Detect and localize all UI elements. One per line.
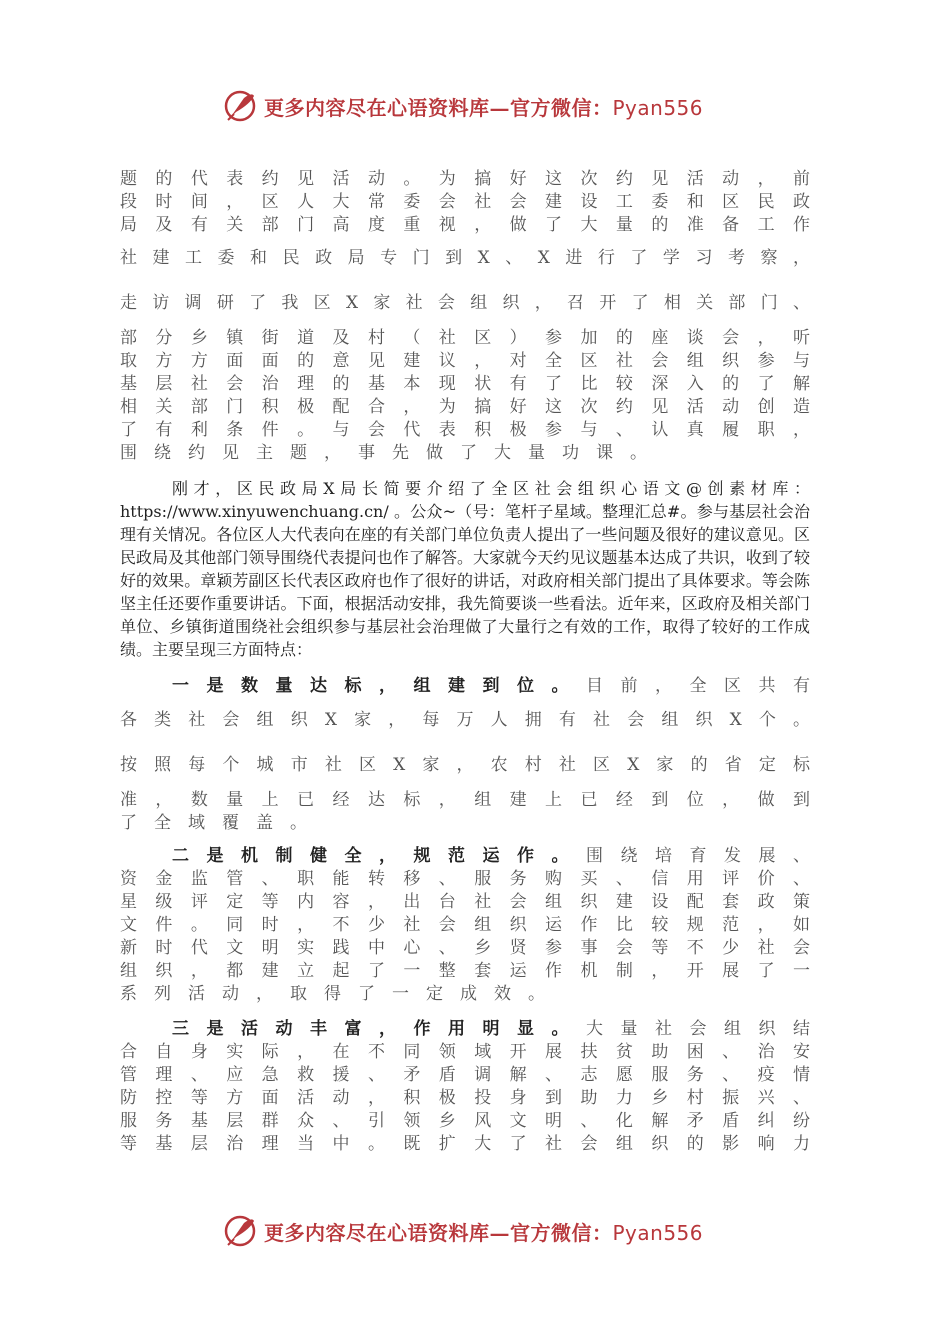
summary-paragraph: 刚才，区民政局X局长简要介绍了全区社会组织心语文@创素材库：https://www.xinyuwenchuang.cn/ 。公众~（号：笔杆子星域。整理汇总#。参与基层社会治理有关情况。各位区人大代表向在座的有关部门单位负责人提出了一些问题及很好的建议意见。区民政局及其他部门领导围绕代表提问也作了解答。大家就今天约见议题基本达成了共识，收到了较好的效果。章颖芳副区长代表区政府也作了很好的讲话，对政府相关部门提出了具体要求。等会陈坚主任还要作重要讲话。下面，根据活动安排，我先简要谈一些看法。近年来，区政府及相关部门单位、乡镇街道围绕社会组织参与基层社会治理做了大量行之有效的工作，取得了较好的工作成绩。主要呈现三方面特点： bbox=[120, 479, 810, 659]
text-line: 按照每个城市社区X家，农村社区X家的省定标 bbox=[120, 755, 810, 775]
section-lead-text: 围绕培育发展、 bbox=[586, 846, 810, 866]
text-line: 防控等方面活动，积极投身到助力乡村振兴、 bbox=[120, 1088, 810, 1108]
text-line: 题的代表约见活动。为搞好这次约见活动，前 bbox=[120, 169, 810, 189]
text-line: 各类社会组织X家，每万人拥有社会组织X个。 bbox=[120, 710, 810, 730]
text-line: 文件。同时，不少社会组织运作比较规范，如 bbox=[120, 915, 810, 935]
document-body bbox=[120, 168, 810, 1156]
section-heading: 二是机制健全，规范运作。 bbox=[172, 846, 586, 866]
section-lead-line bbox=[120, 845, 810, 868]
text-line: 合自身实际，在不同领域开展扶贫助困、治安 bbox=[120, 1042, 810, 1062]
section-heading: 三是活动丰富，作用明显。 bbox=[172, 1019, 586, 1039]
section-2 bbox=[120, 845, 810, 1006]
section-lead-text: 目前，全区共有 bbox=[586, 676, 810, 696]
text-line: 等基层治理当中。既扩大了社会组织的影响力 bbox=[120, 1134, 810, 1154]
text-line: 了有利条件。与会代表积极参与、认真履职， bbox=[120, 420, 810, 440]
text-line: 星级评定等内容，出台社会组织建设配套政策 bbox=[120, 892, 810, 912]
section-lead-line bbox=[120, 673, 810, 699]
section-lead-text: 大量社会组织结 bbox=[586, 1019, 810, 1039]
text-line: 基层社会治理的基本现状有了比较深入的了解 bbox=[120, 374, 810, 394]
section-heading: 一是数量达标，组建到位。 bbox=[172, 676, 586, 696]
text-line: 资金监管、职能转移、服务购买、信用评价、 bbox=[120, 869, 810, 889]
banner-text: 更多内容尽在心语资料库—官方微信：Pyan556 bbox=[264, 1220, 704, 1245]
banner-text: 更多内容尽在心语资料库—官方微信：Pyan556 bbox=[264, 95, 704, 120]
text-line: 取方方面面的意见建议，对全区社会组织参与 bbox=[120, 351, 810, 371]
text-line: 新时代文明实践中心、乡贤参事会等不少社会 bbox=[120, 938, 810, 958]
section-lead-line bbox=[120, 1018, 810, 1041]
text-line: 围绕约见主题，事先做了大量功课。 bbox=[120, 443, 664, 463]
spaced-block-1 bbox=[120, 168, 810, 465]
text-line: 局及有关部门高度重视，做了大量的准备工作 bbox=[120, 215, 810, 235]
section-1 bbox=[120, 673, 810, 835]
text-line: 系列活动，取得了一定成效。 bbox=[120, 984, 562, 1004]
header-banner bbox=[222, 86, 742, 126]
wechat-id: Pyan556 bbox=[612, 95, 704, 120]
footer-banner bbox=[222, 1211, 742, 1251]
text-line: 社建工委和民政局专门到X、X进行了学习考察， bbox=[120, 248, 810, 268]
text-line: 管理、应急救援、矛盾调解、志愿服务、疫情 bbox=[120, 1065, 810, 1085]
text-line: 部分乡镇街道及村（社区）参加的座谈会，听 bbox=[120, 328, 810, 348]
text-line: 走访调研了我区X家社会组织，召开了相关部门、 bbox=[120, 293, 810, 313]
text-line: 组织，都建立起了一整套运作机制，开展了一 bbox=[120, 961, 810, 981]
text-line: 准，数量上已经达标，组建上已经到位，做到 bbox=[120, 790, 810, 810]
quill-pen-logo-icon bbox=[222, 88, 258, 124]
quill-pen-logo-icon bbox=[222, 1213, 258, 1249]
section-3 bbox=[120, 1018, 810, 1156]
text-line: 相关部门积极配合，为搞好这次约见活动创造 bbox=[120, 397, 810, 417]
text-line: 段时间，区人大常委会社会建设工委和区民政 bbox=[120, 192, 810, 212]
text-line: 服务基层群众、引领乡风文明、化解矛盾纠纷 bbox=[120, 1111, 810, 1131]
wechat-id: Pyan556 bbox=[612, 1220, 704, 1245]
text-line: 了全域覆盖。 bbox=[120, 813, 324, 833]
